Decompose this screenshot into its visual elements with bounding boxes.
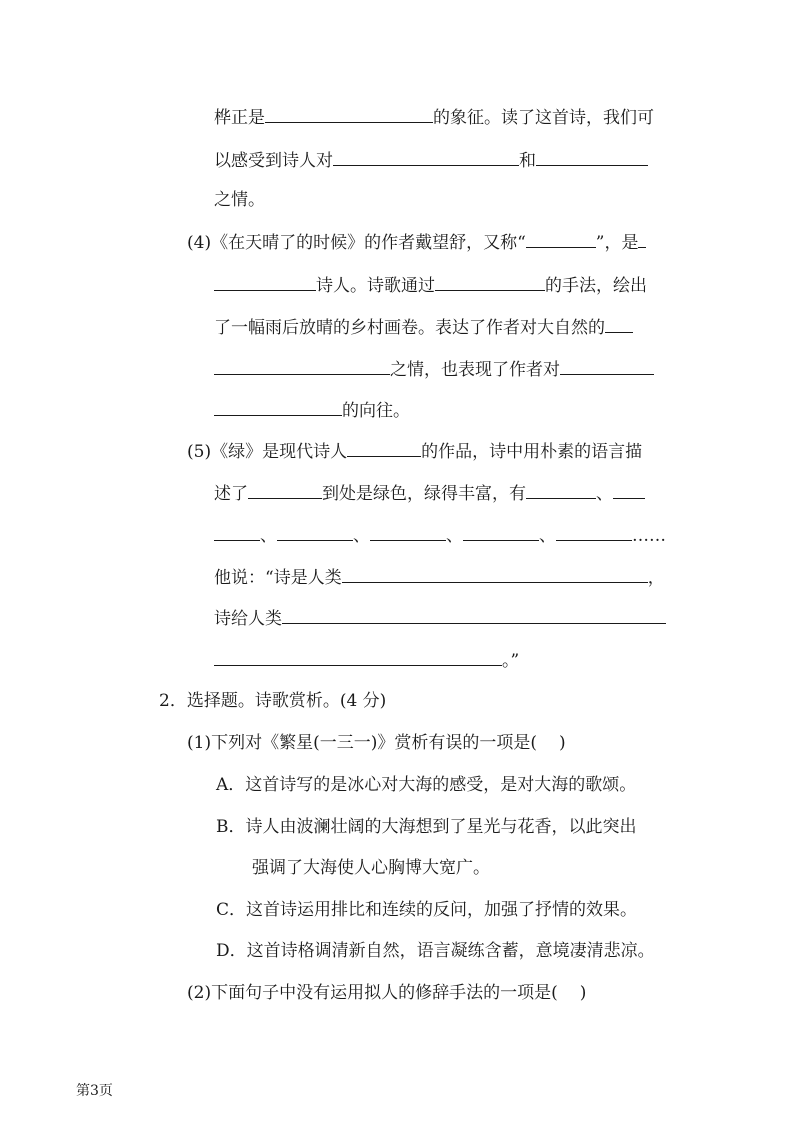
answer-blank[interactable] — [214, 522, 260, 541]
q1-4-line1: (4)《在天晴了的时候》的作者戴望舒，又称“ ”，是 — [187, 229, 646, 255]
q1-4-line4: 之情，也表现了作者对 — [214, 356, 654, 382]
answer-blank[interactable] — [370, 522, 446, 541]
answer-blank[interactable] — [526, 229, 596, 248]
answer-blank[interactable] — [282, 605, 666, 624]
q1-3-line1: 桦正是 的象征。读了这首诗，我们可 — [214, 104, 654, 130]
answer-blank[interactable] — [605, 314, 633, 333]
q1-5-line2: 述了 到处是绿色，绿得丰富，有 、 — [214, 480, 645, 506]
answer-blank[interactable] — [526, 480, 596, 499]
option-b-cont: 强调了大海使人心胸博大宽广。 — [252, 858, 490, 878]
question-2-1: (1)下列对《繁星(一三一)》赏析有误的一项是( ) — [187, 733, 566, 753]
answer-blank[interactable] — [536, 147, 648, 166]
answer-blank[interactable] — [214, 647, 502, 666]
q1-5-line4: 他说：“诗是人类 ， — [214, 564, 665, 590]
answer-blank[interactable] — [248, 480, 322, 499]
question-2-2: (2)下面句子中没有运用拟人的修辞手法的一项是( ) — [187, 983, 587, 1003]
answer-blank[interactable] — [277, 522, 353, 541]
answer-blank[interactable] — [265, 104, 433, 123]
answer-blank[interactable] — [435, 272, 545, 291]
question-2-heading: 2．选择题。诗歌赏析。(4 分) — [159, 691, 387, 711]
answer-blank[interactable] — [556, 522, 632, 541]
answer-blank[interactable] — [638, 229, 646, 248]
answer-blank[interactable] — [347, 438, 421, 457]
q1-5-line3: 、 、 、 、 …… — [214, 522, 666, 548]
option-b: B．诗人由波澜壮阔的大海想到了星光与花香，以此突出 — [216, 817, 637, 837]
page-number: 第3页 — [76, 1083, 113, 1099]
q1-3-line3: 之情。 — [214, 190, 265, 210]
q1-4-line2: 诗人。诗歌通过 的手法，绘出 — [214, 272, 647, 298]
answer-blank[interactable] — [214, 356, 390, 375]
option-d: D．这首诗格调清新自然，语言凝练含蓄，意境凄清悲凉。 — [216, 941, 655, 961]
answer-blank[interactable] — [214, 397, 342, 416]
q1-5-line1: (5)《绿》是现代诗人 的作品，诗中用朴素的语言描 — [187, 438, 642, 464]
q1-3-line2: 以感受到诗人对 和 — [214, 147, 648, 173]
answer-blank[interactable] — [342, 564, 648, 583]
answer-blank[interactable] — [560, 356, 654, 375]
option-a: A．这首诗写的是冰心对大海的感受，是对大海的歌颂。 — [216, 775, 637, 795]
option-c: C．这首诗运用排比和连续的反问，加强了抒情的效果。 — [216, 900, 638, 920]
q1-4-line5: 的向往。 — [214, 397, 410, 423]
q1-5-line5: 诗给人类 — [214, 605, 666, 631]
q1-5-line6: 。” — [214, 647, 519, 673]
answer-blank[interactable] — [214, 272, 316, 291]
answer-blank[interactable] — [613, 480, 645, 499]
answer-blank[interactable] — [333, 147, 519, 166]
q1-4-line3: 了一幅雨后放晴的乡村画卷。表达了作者对大自然的 — [214, 314, 633, 340]
answer-blank[interactable] — [463, 522, 539, 541]
